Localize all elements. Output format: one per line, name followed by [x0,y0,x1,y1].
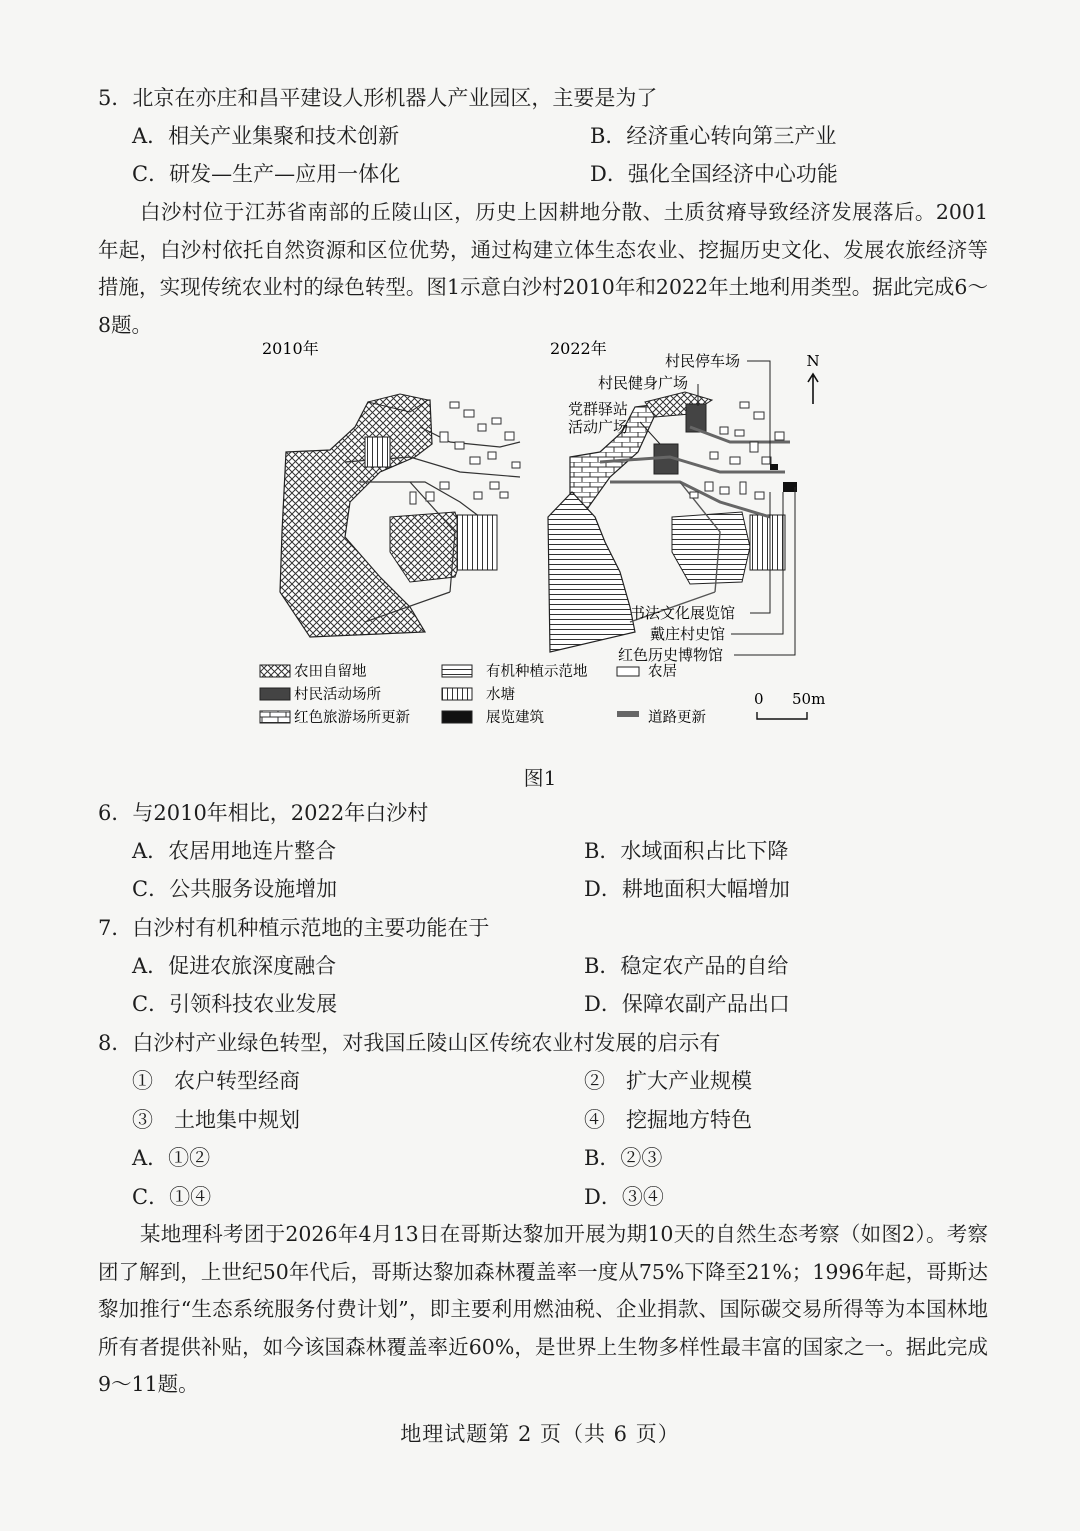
q8-item-4: ④ 挖掘地方特色 [584,1108,752,1132]
legend-swatch-farmland [260,665,290,677]
north-label: N [806,352,820,370]
q8-option-d: D．③④ [584,1185,664,1209]
map-2022 [548,339,820,664]
q6-option-b: B．水域面积占比下降 [584,839,789,863]
legend-swatch-activity [260,688,290,700]
figure-1-caption: 图1 [523,766,557,790]
organic-farm-2022-west [548,492,635,652]
figure-1-svg [250,332,830,752]
q5-option-d: D．强化全国经济中心功能 [590,162,838,186]
q7-option-a: A．促进农旅深度融合 [132,954,337,978]
label-2022: 2022年 [550,339,607,358]
legend-activity: 村民活动场所 [294,687,381,703]
callout-fitness: 村民健身广场 [598,374,689,392]
passage-costa-rica-text: 某地理科考团于2026年4月13日在哥斯达黎加开展为期10天的自然生态考察（如图2）。考察团了解到，上世纪50年代后，哥斯达黎加森林覆盖率一度从75%下降至21%；1996年起，哥斯达黎加推行“生态系统服务付费计划”，即主要利用燃油税、企业捐款、国际碳交易所得等为本国林地所有者提供补贴，如今该国森林覆盖率近60%，是世界上生物多样性最丰富的国家之一。据此完成9～11题。 [98,1222,988,1396]
callout-parking: 村民停车场 [665,352,741,370]
passage-costa-rica [98,1216,988,1404]
page-footer: 地理试题第 2 页（共 6 页） [400,1422,680,1446]
callout-activity-square: 活动广场 [568,418,629,436]
pond-2010-north [365,437,390,467]
legend-house: 农居 [648,664,677,680]
q7-stem: 7．白沙村有机种植示范地的主要功能在于 [98,916,490,940]
legend-road: 道路更新 [648,710,706,726]
organic-farm-2022-south [672,512,750,584]
q5-option-c: C．研发—生产—应用一体化 [132,162,401,186]
q8-stem: 8．白沙村产业绿色转型，对我国丘陵山区传统农业村发展的启示有 [98,1031,721,1055]
legend-swatch-red-tourism [260,711,290,723]
legend-swatch-road [617,711,639,717]
legend [260,662,825,726]
q8-item-3: ③ 土地集中规划 [132,1108,300,1132]
legend-swatch-pond [442,688,472,700]
q6-option-a: A．农居用地连片整合 [132,839,337,863]
scale-bar [757,712,807,719]
q5-option-a: A．相关产业集聚和技术创新 [132,124,400,148]
q7-option-d: D．保障农副产品出口 [584,992,790,1016]
label-2010: 2010年 [262,339,319,358]
q6-option-c: C．公共服务设施增加 [132,877,338,901]
legend-farmland: 农田自留地 [294,664,367,680]
callout-calligraphy: 书法文化展览馆 [630,604,736,622]
q8-item-2: ② 扩大产业规模 [584,1069,752,1093]
scale-zero: 0 [754,690,764,708]
q8-option-a: A．①② [132,1146,211,1170]
map-2010 [262,339,520,637]
callout-red-museum: 红色历史博物馆 [618,646,724,664]
q8-option-c: C．①④ [132,1185,212,1209]
figure-1-landuse-maps [250,332,830,752]
scale-distance: 50m [792,690,826,708]
passage-baisha [98,194,988,344]
legend-swatch-organic [442,665,472,677]
q7-option-c: C．引领科技农业发展 [132,992,338,1016]
pond-2010 [457,515,497,570]
q5-option-b: B．经济重心转向第三产业 [590,124,837,148]
legend-swatch-exhibition [442,711,472,723]
q8-item-1: ① 农户转型经商 [132,1069,300,1093]
q6-stem: 6．与2010年相比，2022年白沙村 [98,801,429,825]
exhibition-building-1 [770,464,778,470]
q6-option-d: D．耕地面积大幅增加 [584,877,790,901]
legend-organic: 有机种植示范地 [486,664,588,680]
pond-2022 [750,515,785,570]
legend-red-tourism: 红色旅游场所更新 [294,710,410,726]
q7-option-b: B．稳定农产品的自给 [584,954,789,978]
callout-party-station: 党群驿站 [568,400,629,418]
passage-baisha-text: 白沙村位于江苏省南部的丘陵山区，历史上因耕地分散、土质贫瘠导致经济发展落后。2001年起，白沙村依托自然资源和区位优势，通过构建立体生态农业、挖掘历史文化、发展农旅经济等措施，实现传统农业村的绿色转型。图1示意白沙村2010年和2022年土地利用类型。据此完成6～8题。 [98,200,988,337]
callout-village-history: 戴庄村史馆 [650,625,726,643]
legend-pond: 水塘 [486,687,515,703]
legend-swatch-house [617,667,639,676]
q5-stem: 5．北京在亦庄和昌平建设人形机器人产业园区，主要是为了 [98,86,658,110]
legend-exhibition: 展览建筑 [486,710,544,726]
north-arrow-icon [808,374,818,404]
q8-option-b: B．②③ [584,1146,663,1170]
